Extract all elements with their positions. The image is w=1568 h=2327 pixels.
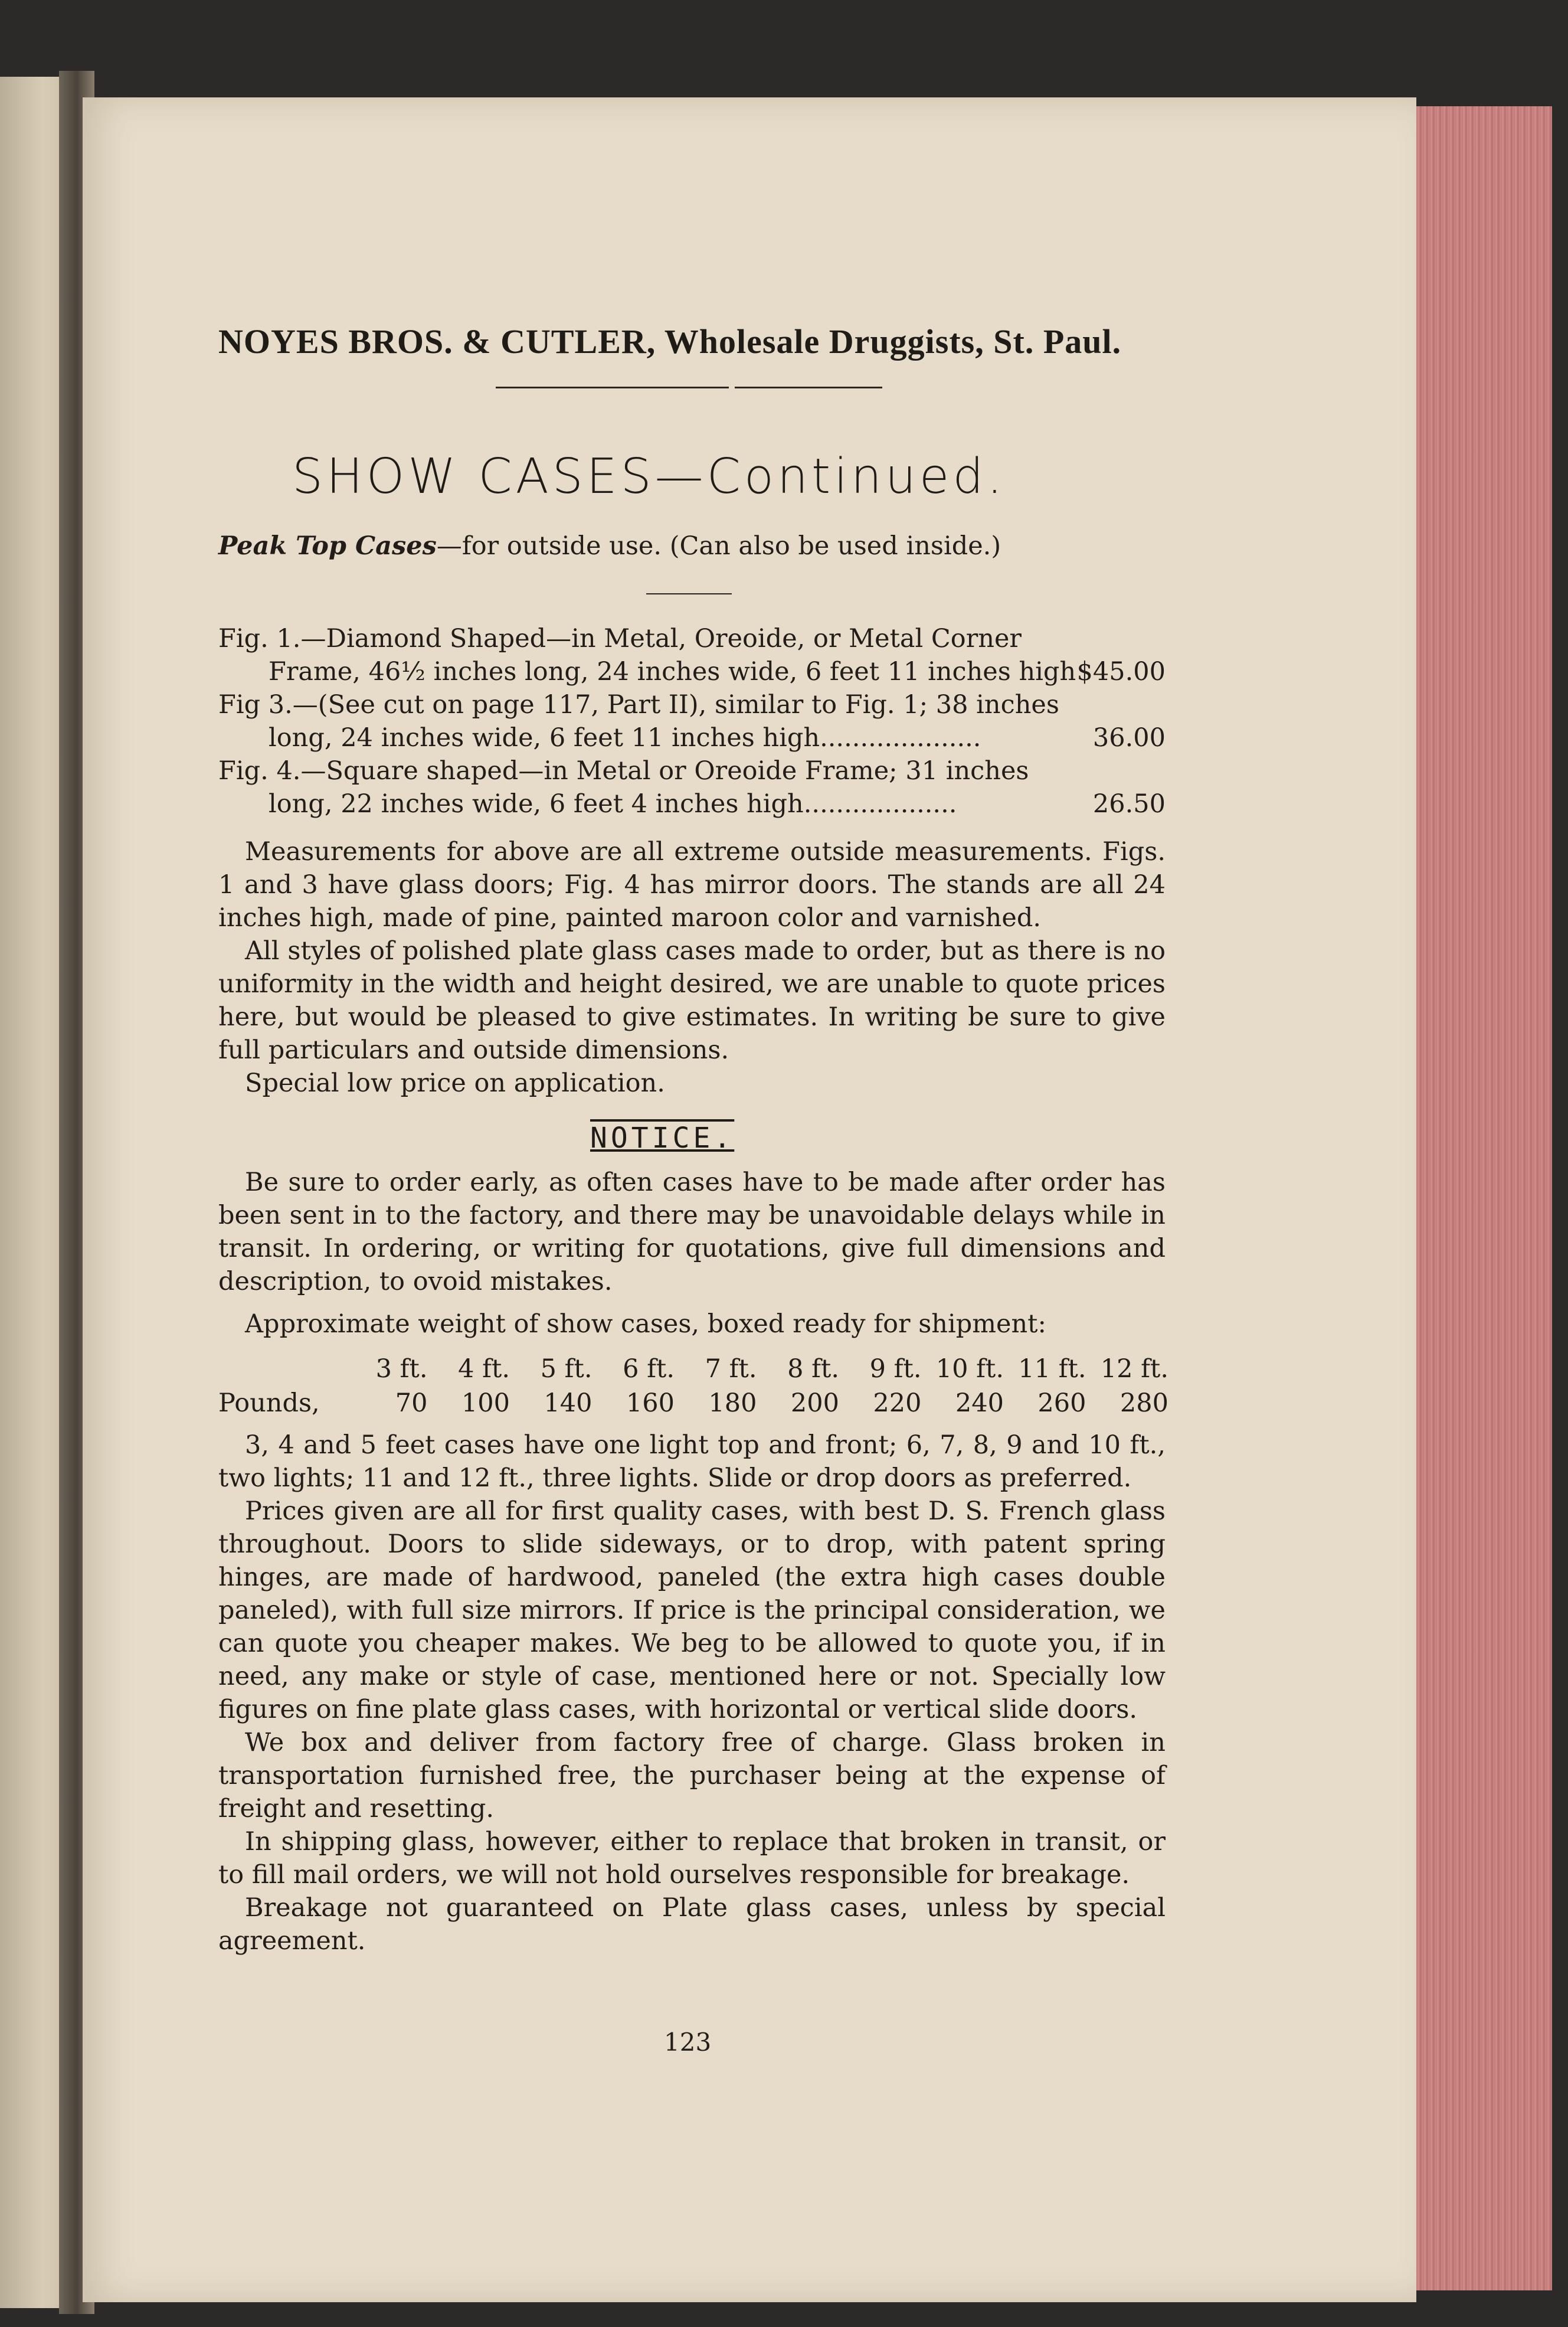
paragraph: All styles of polished plate glass cases made to order, but as there is no uniformity in the width and height desired, we are unable to quote prices here, but would be pleased to give estimates. In writing be sure to give full particulars and outside dimensions. — [218, 936, 1166, 1065]
notice-heading: NOTICE. — [590, 1122, 735, 1155]
pounds-cell: 260 — [1037, 1388, 1086, 1418]
pounds-cell: 140 — [544, 1388, 592, 1418]
weights-table — [218, 1352, 1168, 1420]
fig-4-line-1: Fig. 4.—Square shaped—in Metal or Oreoide Frame; 31 inches — [218, 756, 1029, 786]
fig-3-description: long, 24 inches wide, 6 feet 11 inches high.................... — [269, 723, 981, 753]
fig-4-description: long, 22 inches wide, 6 feet 4 inches high................... — [269, 789, 957, 819]
size-cell: 4 ft. — [458, 1354, 510, 1384]
measurements-section — [218, 835, 1166, 1100]
page-header: NOYES BROS. & CUTLER, Wholesale Druggists, St. Paul. — [218, 322, 1122, 361]
size-cell: 10 ft. — [935, 1354, 1004, 1384]
intro-line — [218, 530, 1001, 563]
paragraph: Measurements for above are all extreme outside measurements. Figs. 1 and 3 have glass doors; Fig. 4 has mirror doors. The stands are all 24 inches high, made of pine, painted maroon color and varnished. — [218, 837, 1166, 933]
section-title: SHOW CASES—Continued. — [292, 449, 1006, 505]
weights-size-row — [218, 1352, 1168, 1386]
intro-rule — [646, 593, 732, 594]
size-cell: 11 ft. — [1018, 1354, 1086, 1384]
fig-3-line-1: Fig 3.—(See cut on page 117, Part II), similar to Fig. 1; 38 inches — [218, 690, 1059, 720]
pounds-cell: 280 — [1119, 1388, 1168, 1418]
paragraph: Prices given are all for first quality cases, with best D. S. French glass throughout. Doors to slide sideways, or to drop, with patent spring hinges, are made of hardwood, paneled (the extra high cases double paneled), with full size mirrors. If price is the principal consideration, we can quote you cheaper makes. We beg to be allowed to quote you, if in need, any make or style of case, mentioned here or not. Specially low figures on fine plate glass cases, with horizontal or vertical slide doors. — [218, 1496, 1166, 1724]
fig-4-price: 26.50 — [1092, 789, 1166, 819]
pounds-cell: 180 — [708, 1388, 757, 1418]
pounds-cell: 240 — [955, 1388, 1004, 1418]
size-cell: 6 ft. — [623, 1354, 675, 1384]
page-number: 123 — [664, 2028, 712, 2057]
notice-section — [218, 1166, 1166, 1298]
pounds-label: Pounds, — [218, 1388, 320, 1418]
fig-1-line-1: Fig. 1.—Diamond Shaped—in Metal, Oreoide, or Metal Corner — [218, 624, 1022, 653]
weights-pounds-row — [218, 1386, 1168, 1420]
details-section — [218, 1429, 1166, 1957]
weights-caption: Approximate weight of show cases, boxed ready for shipment: — [245, 1309, 1046, 1339]
paragraph: We box and deliver from factory free of charge. Glass broken in transportation furnished free, the purchaser being at the expense of freight and resetting. — [218, 1728, 1166, 1823]
intro-lead: Peak Top Cases — [218, 531, 437, 561]
fig-3-price: 36.00 — [1092, 723, 1166, 753]
figure-list — [218, 622, 1166, 821]
fig-1-description: Frame, 46½ inches long, 24 inches wide, 6 feet 11 inches high — [269, 657, 1076, 687]
pounds-cell: 200 — [790, 1388, 839, 1418]
size-cell: 12 ft. — [1100, 1354, 1168, 1384]
paragraph: Breakage not guaranteed on Plate glass cases, unless by special agreement. — [218, 1893, 1166, 1956]
paragraph: In shipping glass, however, either to replace that broken in transit, or to fill mail orders, we will not hold ourselves responsible for breakage. — [218, 1827, 1166, 1890]
size-cell: 5 ft. — [540, 1354, 592, 1384]
pounds-cell: 100 — [461, 1388, 510, 1418]
page-edges-red — [1416, 106, 1552, 2290]
size-cell: 8 ft. — [787, 1354, 839, 1384]
size-cell: 3 ft. — [375, 1354, 428, 1384]
pounds-cell: 70 — [395, 1388, 428, 1418]
size-cell: 9 ft. — [869, 1354, 922, 1384]
pounds-cell: 160 — [626, 1388, 675, 1418]
paragraph: 3, 4 and 5 feet cases have one light top and front; 6, 7, 8, 9 and 10 ft., two lights; 11 and 12 ft., three lights. Slide or drop doors as preferred. — [218, 1430, 1166, 1493]
paragraph: Special low price on application. — [245, 1068, 665, 1098]
notice-paragraph: Be sure to order early, as often cases have to be made after order has been sent in to the factory, and there may be unavoidable delays while in transit. In ordering, or writing for quotations, give full dimensions and description, to ovoid mistakes. — [218, 1168, 1166, 1296]
fig-3-line-2 — [218, 721, 1166, 754]
header-rule-left — [496, 387, 729, 388]
fig-4-line-2 — [218, 787, 1166, 821]
intro-rest: —for outside use. (Can also be used inside.) — [436, 531, 1001, 561]
header-rule-right — [735, 387, 882, 388]
fig-1-line-2 — [218, 655, 1166, 688]
size-cell: 7 ft. — [705, 1354, 757, 1384]
fig-1-price: $45.00 — [1076, 657, 1166, 687]
pounds-cell: 220 — [873, 1388, 922, 1418]
